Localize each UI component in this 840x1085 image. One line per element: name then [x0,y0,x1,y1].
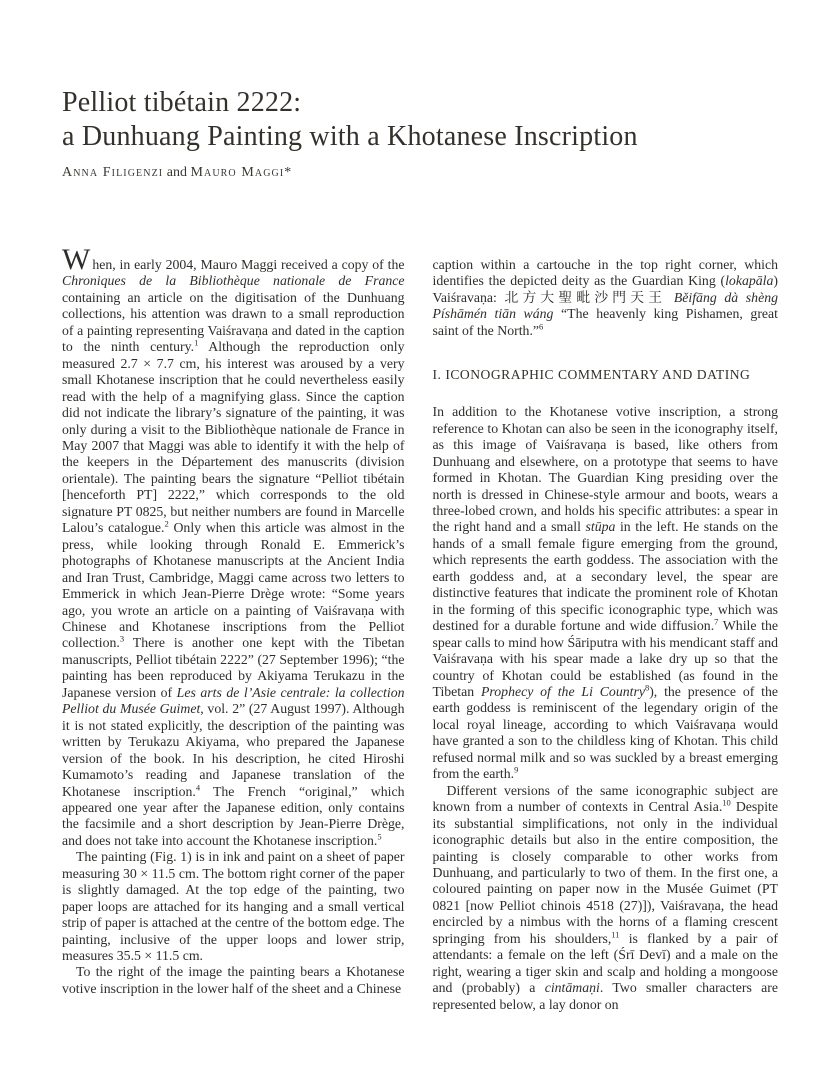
text-segment: The painting (Fig. 1) is in ink and paint on a sheet of paper measuring 30 × 11.5 cm. The bottom right corner of the paper is slightly damaged. At the top edge of the painting, two paper loops are attached for its hanging and a small vertical strip of paper is attached at the centre of the bottom edge. The painting, inclusive of the upper loops and lower strip, measures 35.5 × 11.5 cm. [62,849,405,964]
footnote-marker: 8 [644,682,650,693]
paragraph [433,404,779,782]
footnote-marker: 9 [514,764,519,775]
text-segment: Anna Filigenzi [62,165,164,180]
text-segment: ) Vaiśravaṇa: 北方大聖毗沙門天王 [432,273,778,305]
text-column-left [62,243,405,1013]
text-segment: Mauro Maggi [190,165,285,180]
article-title-line-2: a Dunhuang Painting with a Khotanese Inscription [62,121,638,152]
paragraph [62,243,405,849]
text-segment: cintāmaṇi [544,980,600,996]
footnote-marker: 10 [722,797,731,808]
text-segment: and [163,165,191,180]
text-segment: “The heavenly king Pishamen, great saint of the North.” [432,306,778,338]
footnote-marker: 6 [539,321,544,332]
text-segment: Chroniques de la Bibliothèque nationale de France [62,273,405,289]
raised-initial-cap: W [62,243,91,276]
text-segment: Despite its substantial simplifications, not only in the individual iconographic details but also in the entire composition, the painting is closely comparable to other works from Dunhuang, and particularly to two of them. In the first one, a coloured painting on paper now in the Musée Guimet (PT 0821 [now Pelliot chinois 4518 (27)]), Vaiśravaṇa, the head encircled by a nimbus with the horns of a flaming crescent springing from his shoulders, [432,799,778,946]
text-segment: Different versions of the same iconographic subject are known from a number of contexts in Central Asia. [432,782,778,815]
text-segment: lokapāla [725,273,774,289]
footnote-marker: 7 [714,616,719,627]
text-segment: * [284,165,292,180]
text-segment: Only when this article was almost in the press, while looking through Ronald E. Emmerick’s photographs of Khotanese manuscripts at the Ancient India and Iran Trust, Cambridge, Maggi came across two letters to Emmerick in which Jean-Pierre Drège wrote: “Some years ago, you wrote an article on a painting of Vaiśravaṇa with Chinese and Khotanese inscriptions from the Pelliot collection. [62,520,405,651]
text-segment: stūpa [585,519,616,535]
text-segment: Although the reproduction only measured 2.7 × 7.7 cm, his interest was aroused by a very small Khotanese inscription that he could nevertheless easily read with the help of a magnifying glass. Since the caption did not indicate the library’s signature of the painting, it was only during a visit to the Bibliothèque nationale de France in May 2007 that Maggi was able to identify it with the help of the keepers in the Département des manuscrits (division orientale). The painting bears the signature “Pelliot tibétain [henceforth PT] 2222,” which corresponds to the old signature PT 0825, but neither numbers are found in Marcelle Lalou’s catalogue. [62,339,405,536]
text-segment: In addition to the Khotanese votive inscription, a strong reference to Khotan can also be seen in the iconography itself, as this image of Vaiśravaṇa is based, like others from Dunhuang and elsewhere, on a prototype that seems to have formed in Khotan. The Guardian King presiding over the north is dressed in Chinese-style armour and boots, wears a three-lobed crown, and holds his specific attributes: a spear in the right hand and a small [432,404,778,535]
footnote-marker: 3 [119,633,125,644]
section-heading: I. ICONOGRAPHIC COMMENTARY AND DATING [432,367,751,383]
text-column-right [433,257,779,1013]
footnote-marker: 4 [195,781,201,792]
text-segment: While the spear calls to mind how Śāriputra with his mendicant staff and Vaiśravaṇa with his spear made a lake dry up so that the country of Khotan could be established (as found in the Tibetan [432,618,778,699]
text-segment: containing an article on the digitisation of the Dunhuang collections, his attention was drawn to a small reproduction of a painting representing Vaiśravaṇa and dated in the caption to the ninth century. [62,289,405,355]
text-segment: There is another one kept with the Tibetan manuscripts, Pelliot tibétain 2222” (27 September 1996); “the painting has been reproduced by Akiyama Terukazu in the Japanese version of [62,635,405,700]
byline [62,165,778,181]
text-segment: , vol. 2” (27 August 1997). Although it is not stated explicitly, the description of the painting was written by Terukazu Akiyama, who prepared the Japanese version of the book. In his description, he cited Hiroshi Kumamoto’s reading and Japanese translation of the Khotanese inscription. [62,701,405,799]
text-segment: Běifāng dà shèng Píshāmén tiān wáng [432,289,778,322]
article-title [62,86,778,154]
text-segment: ), the presence of the earth goddess is reminiscent of the legendary origin of the local royal lineage, according to which Vaiśravaṇa would have granted a son to the childless king of Khotan. This child refused normal milk and so was suckled by a breast emerging from the earth. [432,683,778,782]
two-column-body [62,243,779,1013]
footnote-marker: 1 [194,337,199,348]
article-title-line-1: Pelliot tibétain 2222: [62,87,302,118]
paragraph [433,257,779,339]
text-segment: The French “original,” which appeared one year after the Japanese edition, only contains the facsimile and a short description by Jean-Pierre Drège, and does not take into account the Khotanese inscription. [62,783,405,848]
footnote-marker: 5 [377,831,382,842]
text-segment: . Two smaller characters are represented below, a lay donor on [432,980,779,1012]
text-segment: hen, in early 2004, Mauro Maggi received a copy of the [92,257,405,272]
text-segment: is flanked by a pair of attendants: a female on the left (Śrī Devī) and a male on the right, wearing a tiger skin and scalp and holding a mongoose and (probably) a [432,930,778,996]
text-segment: To the right of the image the painting bears a Khotanese votive inscription in the lower half of the sheet and a Chinese [62,964,405,996]
text-segment: caption within a cartouche in the top right corner, which identifies the depicted deity as the Guardian King ( [432,257,778,289]
footnote-marker: 2 [164,518,169,529]
paragraph [62,964,405,997]
footnote-marker: 11 [611,929,620,940]
text-segment: in the left. He stands on the hands of a small female figure emerging from the ground, which represents the earth goddess. The association with the earth goddess and, at a secondary level, the spear are distinctive features that indicate the prominent role of Khotan in the forming of this specific iconographic type, which was destined for a durable fortune and wide diffusion. [432,519,778,634]
paragraph [433,783,779,1013]
text-segment: Les arts de l’Asie centrale: la collection Pelliot du Musée Guimet [62,684,405,717]
text-segment: Prophecy of the Li Country [480,683,645,699]
paragraph [62,849,405,964]
